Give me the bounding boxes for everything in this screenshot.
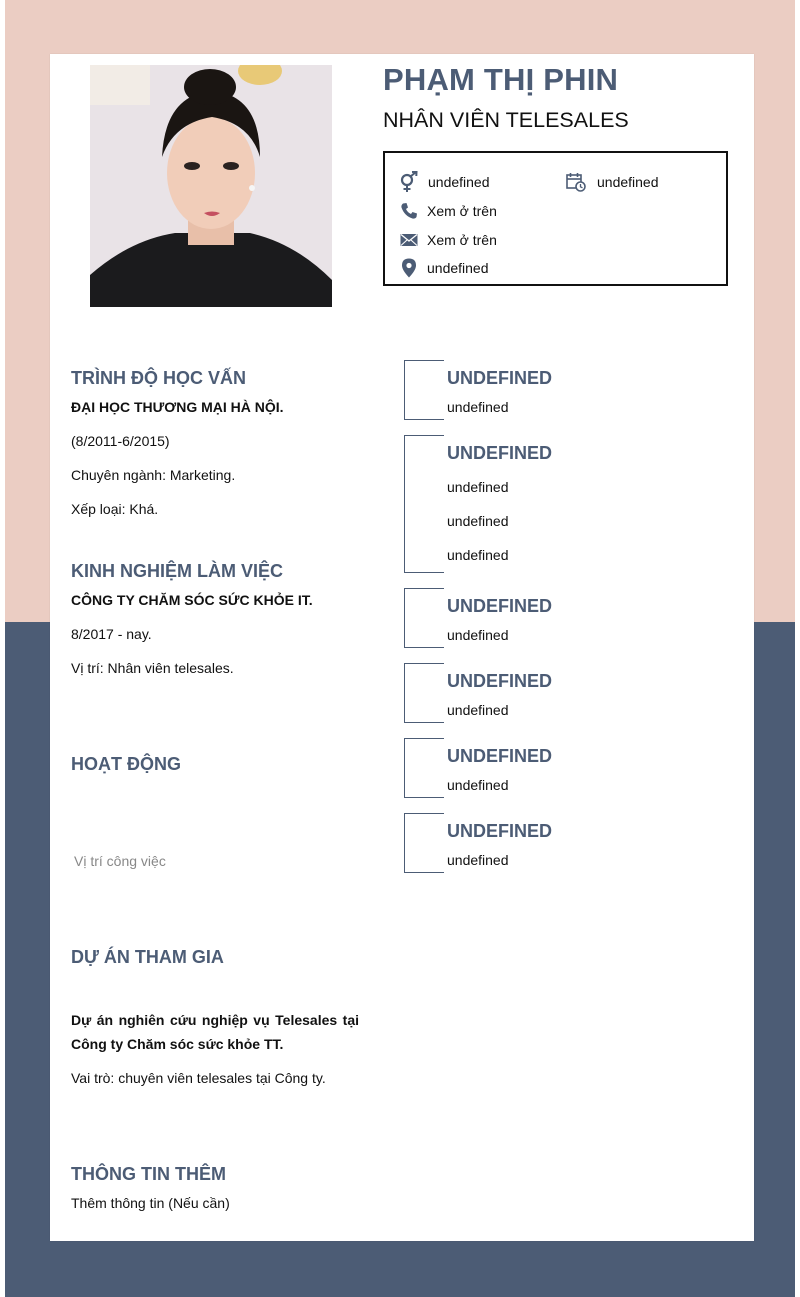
experience-position: Vị trí: Nhân viên telesales. (71, 660, 234, 676)
contact-gender (399, 171, 490, 193)
contact-birthday (566, 171, 659, 193)
gender-value: undefined (428, 174, 490, 190)
right-section-text: undefined (447, 852, 509, 868)
right-section-title: UNDEFINED (447, 443, 553, 463)
address-value: undefined (427, 260, 489, 276)
right-section-text: undefined (447, 777, 509, 793)
birthday-value: undefined (597, 174, 659, 190)
contact-email (399, 229, 497, 251)
education-major: Chuyên ngành: Marketing. (71, 467, 236, 483)
section-bracket (404, 360, 444, 420)
section-bracket (404, 435, 444, 573)
right-section-text: undefined (447, 627, 509, 643)
location-pin-icon (399, 257, 419, 279)
section-bracket (404, 588, 444, 648)
right-section-text: undefined (447, 399, 509, 415)
education-period: (8/2011-6/2015) (71, 433, 170, 449)
candidate-position: NHÂN VIÊN TELESALES (383, 108, 629, 132)
projects-title: DỰ ÁN THAM GIA (71, 947, 224, 967)
section-bracket (404, 813, 444, 873)
project-name: Dự án nghiên cứu nghiệp vụ Telesales tại Công ty Chăm sóc sức khỏe TT. (71, 1012, 359, 1052)
right-section-title: UNDEFINED (447, 671, 553, 691)
portrait-image (90, 65, 332, 307)
right-section-text: undefined (447, 513, 509, 529)
right-section-text: undefined (447, 702, 509, 718)
profile-photo[interactable] (90, 65, 332, 307)
education-grade: Xếp loại: Khá. (71, 501, 159, 517)
right-section-title: UNDEFINED (447, 821, 553, 841)
contact-phone (399, 200, 497, 222)
calendar-icon (566, 171, 586, 193)
extra-text: Thêm thông tin (Nếu cần) (71, 1195, 230, 1211)
extra-title: THÔNG TIN THÊM (71, 1164, 226, 1184)
right-section-text: undefined (447, 547, 509, 563)
activities-title: HOẠT ĐỘNG (71, 754, 181, 774)
section-bracket (404, 663, 444, 723)
experience-company: CÔNG TY CHĂM SÓC SỨC KHỎE IT. (71, 592, 313, 608)
right-section-text: undefined (447, 479, 509, 495)
right-section-title: UNDEFINED (447, 746, 553, 766)
phone-icon (399, 200, 419, 222)
activities-placeholder[interactable]: Vị trí công việc (74, 853, 166, 869)
email-value: Xem ở trên (427, 232, 497, 248)
project-role: Vai trò: chuyên viên telesales tại Công ty. (71, 1070, 326, 1086)
candidate-name: PHẠM THỊ PHIN (383, 62, 619, 97)
right-section-title: UNDEFINED (447, 368, 553, 388)
experience-title: KINH NGHIỆM LÀM VIỆC (71, 561, 284, 581)
contact-address (399, 257, 489, 279)
right-section-title: UNDEFINED (447, 596, 553, 616)
section-bracket (404, 738, 444, 798)
gender-icon (399, 171, 419, 193)
education-school: ĐẠI HỌC THƯƠNG MẠI HÀ NỘI. (71, 399, 284, 415)
experience-period: 8/2017 - nay. (71, 626, 152, 642)
mail-icon (399, 229, 419, 251)
education-title: TRÌNH ĐỘ HỌC VẤN (71, 368, 246, 388)
phone-value: Xem ở trên (427, 203, 497, 219)
